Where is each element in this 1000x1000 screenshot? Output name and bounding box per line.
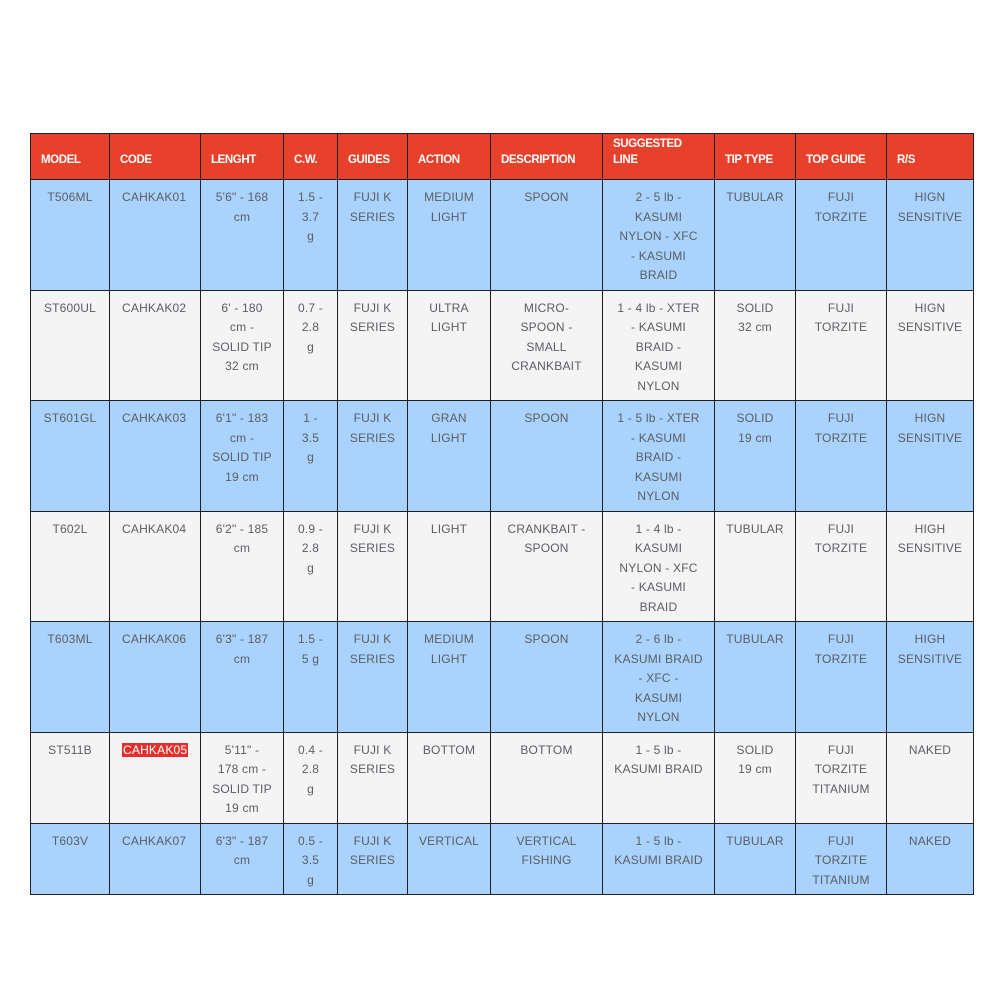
cell-description — [491, 401, 603, 512]
cell-action — [408, 622, 491, 733]
cell-text: SOLID 19 cm — [736, 411, 774, 445]
cell-text: MEDIUM LIGHT — [424, 190, 474, 224]
cell-text: FUJI TORZITE — [814, 632, 868, 666]
cell-length — [201, 823, 284, 895]
column-header-length: LENGHT — [201, 134, 284, 180]
cell-text: 1 - 5 lb - XTER - KASUMI BRAID - KASUMI NYLON — [617, 411, 700, 503]
cell-suggested-line — [603, 732, 715, 823]
cell-text: CAHKAK07 — [122, 833, 187, 848]
cell-tip-type — [715, 732, 796, 823]
cell-rs — [887, 511, 974, 622]
cell-length — [201, 511, 284, 622]
cell-rs — [887, 823, 974, 895]
table-row — [31, 511, 974, 622]
column-header-suggested-line: SUGGESTED LINE — [603, 134, 715, 180]
table-row — [31, 732, 974, 823]
cell-text: 0.9 - 2.8 g — [297, 521, 323, 575]
table-row — [31, 180, 974, 291]
cell-cw — [284, 290, 338, 401]
cell-model — [31, 401, 110, 512]
cell-text: 1 - 5 lb - KASUMI BRAID — [614, 833, 703, 867]
cell-cw — [284, 823, 338, 895]
cell-text: HIGH SENSITIVE — [897, 521, 963, 555]
cell-text: 5'11" - 178 cm - SOLID TIP 19 cm — [212, 742, 272, 815]
cell-rs — [887, 401, 974, 512]
cell-text: 2 - 5 lb - KASUMI NYLON - XFC - KASUMI BRAID — [619, 190, 698, 282]
cell-text: FUJI TORZITE TITANIUM — [812, 742, 870, 796]
column-header-cw: C.W. — [284, 134, 338, 180]
cell-code — [110, 622, 201, 733]
cell-text: TUBULAR — [726, 833, 784, 848]
cell-text: CRANKBAIT - SPOON — [507, 521, 586, 555]
cell-text: ULTRA LIGHT — [429, 300, 469, 334]
cell-suggested-line — [603, 401, 715, 512]
cell-text: TUBULAR — [726, 632, 784, 646]
column-header-action: ACTION — [408, 134, 491, 180]
cell-suggested-line — [603, 511, 715, 622]
cell-guides — [338, 622, 408, 733]
cell-description — [491, 511, 603, 622]
cell-text: HIGN SENSITIVE — [897, 411, 963, 445]
cell-text: SPOON — [524, 190, 569, 204]
cell-text: FUJI K SERIES — [349, 190, 396, 224]
cell-tip-type — [715, 290, 796, 401]
cell-guides — [338, 180, 408, 291]
cell-code — [110, 823, 201, 895]
cell-cw — [284, 511, 338, 622]
table-row — [31, 622, 974, 733]
cell-text: MEDIUM LIGHT — [424, 632, 474, 666]
cell-description — [491, 823, 603, 895]
cell-text: 6'3" - 187 cm — [215, 632, 269, 666]
cell-code — [110, 511, 201, 622]
cell-guides — [338, 290, 408, 401]
column-header-guides: GUIDES — [338, 134, 408, 180]
header-row — [31, 134, 974, 180]
column-header-description: DESCRIPTION — [491, 134, 603, 180]
cell-model — [31, 180, 110, 291]
cell-text: GRAN LIGHT — [430, 411, 468, 445]
cell-action — [408, 823, 491, 895]
column-header-rs: R/S — [887, 134, 974, 180]
cell-text: ST600UL — [43, 300, 97, 315]
cell-cw — [284, 622, 338, 733]
cell-text: HIGN SENSITIVE — [897, 300, 963, 334]
cell-tip-type — [715, 823, 796, 895]
cell-text: HIGN SENSITIVE — [897, 190, 963, 224]
cell-text: ST601GL — [43, 411, 97, 425]
cell-text: FUJI K SERIES — [349, 833, 396, 867]
cell-model — [31, 290, 110, 401]
cell-text: SOLID 32 cm — [736, 300, 774, 334]
cell-rs — [887, 180, 974, 291]
cell-top-guide — [796, 180, 887, 291]
cell-suggested-line — [603, 622, 715, 733]
cell-length — [201, 401, 284, 512]
cell-tip-type — [715, 511, 796, 622]
cell-text: FUJI TORZITE — [814, 521, 868, 555]
cell-text: FUJI K SERIES — [349, 300, 396, 334]
cell-text: FUJI K SERIES — [349, 521, 396, 555]
cell-text: TUBULAR — [726, 521, 784, 536]
cell-suggested-line — [603, 180, 715, 291]
cell-cw — [284, 401, 338, 512]
cell-text: 5'6" - 168 cm — [215, 190, 269, 224]
cell-text: 1.5 - 3.7 g — [297, 190, 323, 243]
cell-text: CAHKAK01 — [122, 190, 187, 204]
cell-top-guide — [796, 823, 887, 895]
cell-guides — [338, 511, 408, 622]
table-row — [31, 401, 974, 512]
cell-text: 1 - 4 lb - XTER - KASUMI BRAID - KASUMI NYLON — [617, 300, 700, 393]
cell-length — [201, 732, 284, 823]
cell-text: 6'1" - 183 cm - SOLID TIP 19 cm — [212, 411, 272, 484]
cell-top-guide — [796, 511, 887, 622]
cell-text: FUJI TORZITE — [814, 300, 868, 334]
cell-text: LIGHT — [430, 521, 468, 536]
cell-text: FUJI K SERIES — [349, 411, 396, 445]
cell-action — [408, 180, 491, 291]
cell-action — [408, 401, 491, 512]
cell-text: 0.4 - 2.8 g — [297, 742, 323, 796]
cell-text: FUJI K SERIES — [349, 632, 396, 666]
cell-text: CAHKAK03 — [122, 411, 187, 425]
cell-text: T603V — [51, 833, 89, 848]
cell-rs — [887, 622, 974, 733]
cell-cw — [284, 732, 338, 823]
table-row — [31, 823, 974, 895]
cell-top-guide — [796, 732, 887, 823]
cell-text: SPOON — [524, 411, 569, 425]
cell-text: 1 - 5 lb - KASUMI BRAID — [614, 742, 703, 776]
cell-code — [110, 732, 201, 823]
cell-rs — [887, 290, 974, 401]
cell-description — [491, 622, 603, 733]
cell-text: CAHKAK02 — [122, 300, 187, 315]
column-header-tip-type: TIP TYPE — [715, 134, 796, 180]
cell-suggested-line — [603, 290, 715, 401]
cell-text: FUJI TORZITE — [814, 411, 868, 445]
cell-text: 2 - 6 lb - KASUMI BRAID - XFC - KASUMI NYLON — [614, 632, 703, 724]
cell-text: 0.7 - 2.8 g — [297, 300, 323, 354]
cell-description — [491, 180, 603, 291]
cell-text: HIGH SENSITIVE — [897, 632, 963, 666]
spec-table-container — [30, 133, 973, 895]
cell-tip-type — [715, 401, 796, 512]
cell-code — [110, 401, 201, 512]
cell-top-guide — [796, 290, 887, 401]
cell-text: VERTICAL FISHING — [516, 833, 577, 867]
cell-model — [31, 622, 110, 733]
cell-code — [110, 290, 201, 401]
cell-guides — [338, 401, 408, 512]
cell-text: 1 - 4 lb - KASUMI NYLON - XFC - KASUMI BRAID — [619, 521, 698, 614]
cell-tip-type — [715, 180, 796, 291]
cell-model — [31, 732, 110, 823]
cell-suggested-line — [603, 823, 715, 895]
cell-top-guide — [796, 401, 887, 512]
cell-model — [31, 511, 110, 622]
cell-text: TUBULAR — [726, 190, 784, 204]
cell-action — [408, 511, 491, 622]
cell-text: CAHKAK04 — [122, 521, 187, 536]
cell-text: CAHKAK05 — [123, 742, 188, 757]
cell-length — [201, 180, 284, 291]
cell-text: MICRO- SPOON - SMALL CRANKBAIT — [511, 300, 582, 373]
cell-length — [201, 622, 284, 733]
cell-model — [31, 823, 110, 895]
cell-code — [110, 180, 201, 291]
cell-text: BOTTOM — [520, 742, 573, 757]
cell-tip-type — [715, 622, 796, 733]
cell-text: 0.5 - 3.5 g — [297, 833, 323, 887]
cell-text: 1.5 - 5 g — [297, 632, 323, 666]
cell-text: BOTTOM — [422, 742, 476, 757]
cell-description — [491, 290, 603, 401]
cell-rs — [887, 732, 974, 823]
cell-cw — [284, 180, 338, 291]
cell-guides — [338, 732, 408, 823]
cell-text: 1 - 3.5 g — [301, 411, 320, 464]
cell-text: T603ML — [47, 632, 93, 646]
cell-action — [408, 732, 491, 823]
cell-text: ST511B — [48, 742, 92, 757]
cell-text: CAHKAK06 — [122, 632, 187, 646]
cell-text: 6'3" - 187 cm — [215, 833, 269, 867]
cell-length — [201, 290, 284, 401]
cell-text: NAKED — [908, 833, 952, 848]
column-header-model: MODEL — [31, 134, 110, 180]
cell-text: FUJI TORZITE — [814, 190, 868, 224]
cell-text: 6'2" - 185 cm — [215, 521, 269, 555]
cell-text: T506ML — [47, 190, 93, 204]
table-body — [31, 180, 974, 895]
cell-text: T602L — [52, 521, 88, 536]
cell-text: 6' - 180 cm - SOLID TIP 32 cm — [212, 300, 272, 373]
cell-text: SPOON — [524, 632, 569, 646]
cell-text: SOLID 19 cm — [736, 742, 774, 776]
rod-spec-table — [30, 133, 974, 895]
column-header-top-guide: TOP GUIDE — [796, 134, 887, 180]
cell-text: NAKED — [908, 742, 952, 757]
cell-top-guide — [796, 622, 887, 733]
cell-action — [408, 290, 491, 401]
cell-text: FUJI TORZITE TITANIUM — [812, 833, 870, 887]
cell-description — [491, 732, 603, 823]
cell-text: FUJI K SERIES — [349, 742, 396, 776]
cell-text: VERTICAL — [418, 833, 480, 848]
table-row — [31, 290, 974, 401]
cell-guides — [338, 823, 408, 895]
column-header-code: CODE — [110, 134, 201, 180]
